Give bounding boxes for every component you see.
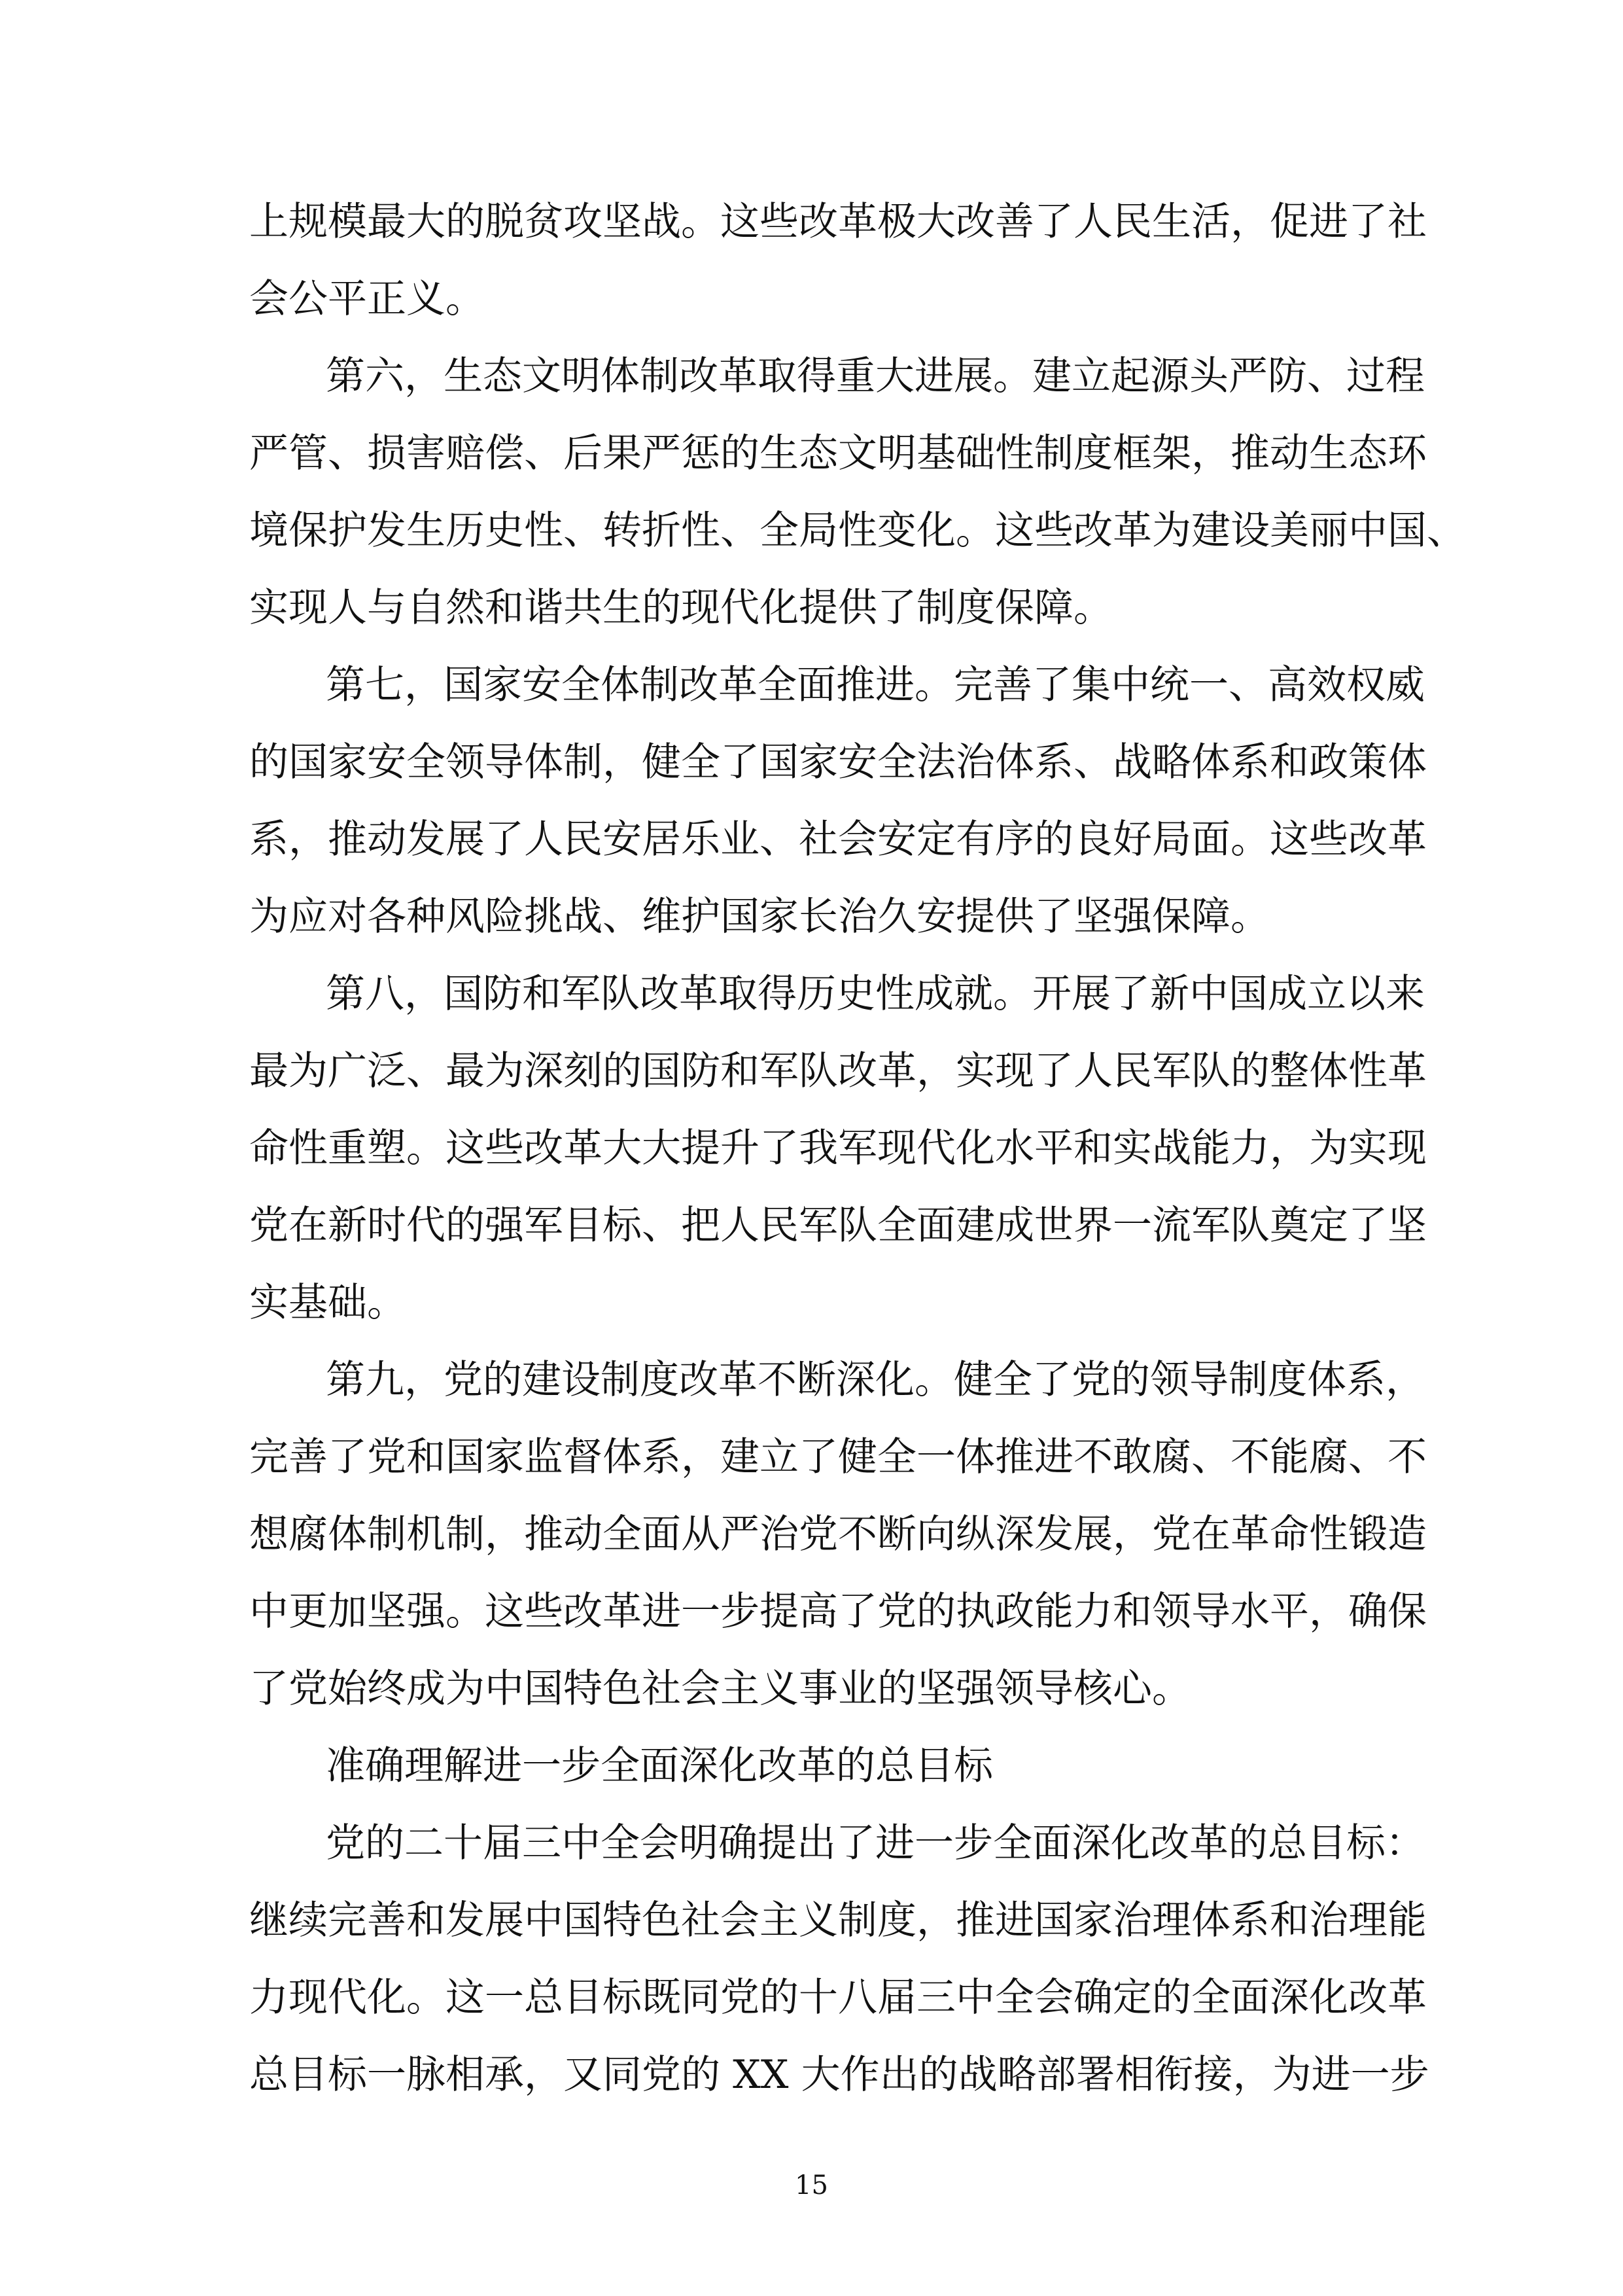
text-line: 的国家安全领导体制，健全了国家安全法治体系、战略体系和政策体 bbox=[249, 739, 1427, 785]
paragraph-first-line: 第九，党的建设制度改革不断深化。健全了党的领导制度体系， bbox=[326, 1357, 1425, 1403]
paragraph-first-line: 党的二十届三中全会明确提出了进一步全面深化改革的总目标： bbox=[326, 1820, 1425, 1866]
text-line: 党在新时代的强军目标、把人民军队全面建成世界一流军队奠定了坚 bbox=[249, 1203, 1427, 1248]
text-line: 中更加坚强。这些改革进一步提高了党的执政能力和领导水平，确保 bbox=[249, 1589, 1427, 1634]
text-line: 继续完善和发展中国特色社会主义制度，推进国家治理体系和治理能 bbox=[249, 1898, 1427, 1943]
text-line: 系，推动发展了人民安居乐业、社会安定有序的良好局面。这些改革 bbox=[249, 817, 1427, 862]
text-line: 总目标一脉相承，又同党的 XX 大作出的战略部署相衔接，为进一步 bbox=[249, 2052, 1429, 2098]
text-line: 实现人与自然和谐共生的现代化提供了制度保障。 bbox=[249, 585, 1113, 631]
text-line: 会公平正义。 bbox=[249, 276, 485, 322]
text-line: 了党始终成为中国特色社会主义事业的坚强领导核心。 bbox=[249, 1666, 1191, 1712]
paragraph-first-line: 第七，国家安全体制改革全面推进。完善了集中统一、高效权威 bbox=[326, 662, 1425, 708]
text-line: 严管、损害赔偿、后果严惩的生态文明基础性制度框架，推动生态环 bbox=[249, 431, 1427, 476]
text-line: 境保护发生历史性、转折性、全局性变化。这些改革为建设美丽中国、 bbox=[249, 508, 1466, 554]
text-line: 为应对各种风险挑战、维护国家长治久安提供了坚强保障。 bbox=[249, 894, 1270, 940]
text-line: 完善了党和国家监督体系，建立了健全一体推进不敢腐、不能腐、不 bbox=[249, 1434, 1427, 1480]
section-heading: 准确理解进一步全面深化改革的总目标 bbox=[326, 1743, 993, 1789]
paragraph-first-line: 第六，生态文明体制改革取得重大进展。建立起源头严防、过程 bbox=[326, 353, 1425, 399]
text-line: 实基础。 bbox=[249, 1280, 406, 1326]
page-number: 15 bbox=[795, 2170, 828, 2200]
document-body bbox=[249, 183, 1466, 2113]
text-line: 命性重塑。这些改革大大提升了我军现代化水平和实战能力，为实现 bbox=[249, 1125, 1427, 1171]
text-line: 上规模最大的脱贫攻坚战。这些改革极大改善了人民生活，促进了社 bbox=[249, 199, 1427, 245]
text-line: 力现代化。这一总目标既同党的十八届三中全会确定的全面深化改革 bbox=[249, 1975, 1427, 2021]
text-line: 想腐体制机制，推动全面从严治党不断向纵深发展，党在革命性锻造 bbox=[249, 1511, 1427, 1557]
paragraph-first-line: 第八，国防和军队改革取得历史性成就。开展了新中国成立以来 bbox=[326, 971, 1425, 1017]
text-line: 最为广泛、最为深刻的国防和军队改革，实现了人民军队的整体性革 bbox=[249, 1048, 1427, 1094]
